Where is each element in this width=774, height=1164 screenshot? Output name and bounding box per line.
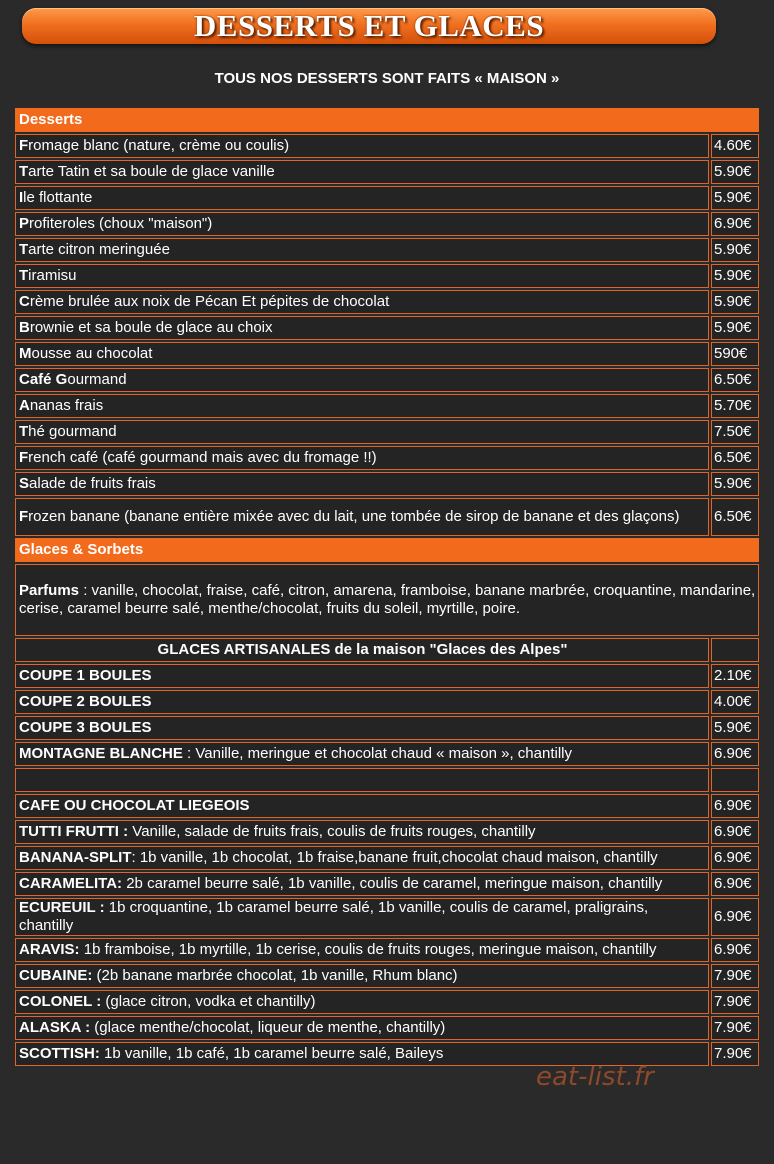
watermark: eat-list.fr	[536, 1062, 654, 1092]
item-initial: T	[19, 423, 29, 440]
item-price: 6.90€	[711, 794, 759, 818]
page-banner	[22, 8, 716, 44]
item-price: 7.90€	[711, 1016, 759, 1040]
page-title: DESSERTS ET GLACES	[193, 8, 545, 43]
item-text: rozen banane (banane entière mixée avec du lait, une tombée de sirop de banane et des glaçons)	[28, 508, 680, 525]
dessert-row	[15, 498, 759, 536]
glace-row	[15, 742, 759, 766]
artisanal-heading: GLACES ARTISANALES de la maison "Glaces des Alpes"	[15, 638, 709, 662]
item-description: (glace menthe/chocolat, liqueur de menthe, chantilly)	[90, 1019, 446, 1036]
item-initial: P	[19, 215, 30, 232]
empty-price-cell	[711, 638, 759, 662]
item-description: 1b framboise, 1b myrtille, 1b cerise, coulis de fruits rouges, meringue maison, chantilly	[79, 941, 657, 958]
glace-row	[15, 898, 759, 936]
item-price: 6.50€	[711, 368, 759, 392]
item-name	[15, 316, 709, 340]
item-description: Vanille, salade de fruits frais, coulis de fruits rouges, chantilly	[128, 823, 536, 840]
spacer-row	[15, 768, 759, 792]
section-title-desserts: Desserts	[15, 108, 759, 132]
item-name	[15, 212, 709, 236]
item-name	[15, 716, 709, 740]
dessert-row	[15, 420, 759, 444]
item-name	[15, 846, 709, 870]
item-name	[15, 238, 709, 262]
item-price: 5.90€	[711, 264, 759, 288]
item-price: 7.90€	[711, 964, 759, 988]
item-name	[15, 290, 709, 314]
item-price: 6.90€	[711, 846, 759, 870]
item-initial: A	[19, 397, 30, 414]
item-price: 5.90€	[711, 716, 759, 740]
section-title-glaces: Glaces & Sorbets	[15, 538, 759, 562]
item-text: ousse au chocolat	[31, 345, 153, 362]
dessert-row	[15, 212, 759, 236]
menu-table	[13, 106, 761, 1068]
glace-row	[15, 664, 759, 688]
item-initial: T	[19, 163, 29, 180]
dessert-row	[15, 290, 759, 314]
glace-row	[15, 872, 759, 896]
dessert-row	[15, 472, 759, 496]
parfums-label: Parfums	[19, 582, 80, 599]
item-name	[15, 264, 709, 288]
dessert-row	[15, 134, 759, 158]
item-title: COUPE 3 BOULES	[19, 719, 152, 736]
item-title: MONTAGNE BLANCHE	[19, 745, 183, 762]
section-header-glaces	[15, 538, 759, 562]
item-description: (2b banane marbrée chocolat, 1b vanille, Rhum blanc)	[92, 967, 458, 984]
dessert-row	[15, 368, 759, 392]
item-name	[15, 690, 709, 714]
item-initial: M	[19, 345, 32, 362]
item-name	[15, 186, 709, 210]
item-price: 6.50€	[711, 446, 759, 470]
item-text: nanas frais	[29, 397, 104, 414]
item-initial: Café G	[19, 371, 68, 388]
item-description: : Vanille, meringue et chocolat chaud « maison », chantilly	[182, 745, 572, 762]
item-initial: I	[19, 189, 24, 206]
item-initial: T	[19, 241, 29, 258]
glace-row	[15, 820, 759, 844]
item-title: COLONEL :	[19, 993, 102, 1010]
item-name	[15, 134, 709, 158]
item-name	[15, 394, 709, 418]
item-text: ourmand	[67, 371, 127, 388]
item-price: 5.70€	[711, 394, 759, 418]
dessert-row	[15, 342, 759, 366]
item-title: ALASKA :	[19, 1019, 91, 1036]
dessert-row	[15, 446, 759, 470]
item-title: ARAVIS:	[19, 941, 80, 958]
glace-row	[15, 846, 759, 870]
item-price: 6.90€	[711, 820, 759, 844]
item-price: 7.90€	[711, 990, 759, 1014]
glace-row	[15, 794, 759, 818]
item-initial: B	[19, 319, 30, 336]
item-name	[15, 664, 709, 688]
item-description: (glace citron, vodka et chantilly)	[101, 993, 316, 1010]
item-text: romage blanc (nature, crème ou coulis)	[28, 137, 290, 154]
glace-row	[15, 990, 759, 1014]
item-name	[15, 420, 709, 444]
item-name	[15, 898, 709, 936]
item-name	[15, 742, 709, 766]
parfums-row	[15, 564, 759, 636]
item-price: 5.90€	[711, 238, 759, 262]
item-initial: S	[19, 475, 30, 492]
dessert-row	[15, 316, 759, 340]
glace-row	[15, 716, 759, 740]
empty-cell	[15, 768, 709, 792]
item-name	[15, 964, 709, 988]
item-price: 5.90€	[711, 160, 759, 184]
item-price: 590€	[711, 342, 759, 366]
section-header-desserts	[15, 108, 759, 132]
item-description: 2b caramel beurre salé, 1b vanille, coulis de caramel, meringue maison, chantilly	[122, 875, 663, 892]
item-initial: F	[19, 137, 29, 154]
item-name	[15, 872, 709, 896]
item-title: COUPE 2 BOULES	[19, 693, 152, 710]
item-price: 6.90€	[711, 898, 759, 936]
item-price: 5.90€	[711, 290, 759, 314]
item-price: 4.00€	[711, 690, 759, 714]
item-name	[15, 342, 709, 366]
item-name	[15, 368, 709, 392]
item-name	[15, 160, 709, 184]
item-price: 4.60€	[711, 134, 759, 158]
item-text: arte Tatin et sa boule de glace vanille	[28, 163, 275, 180]
item-title: CAFE OU CHOCOLAT LIEGEOIS	[19, 797, 250, 814]
dessert-row	[15, 160, 759, 184]
artisanal-header-row	[15, 638, 759, 662]
item-title: ECUREUIL :	[19, 899, 105, 916]
item-name	[15, 498, 709, 536]
page-subtitle: TOUS NOS DESSERTS SONT FAITS « MAISON »	[214, 70, 560, 87]
item-name	[15, 1016, 709, 1040]
item-price: 6.90€	[711, 938, 759, 962]
item-name	[15, 820, 709, 844]
item-initial: F	[19, 449, 29, 466]
dessert-row	[15, 394, 759, 418]
item-description: : 1b vanille, 1b chocolat, 1b fraise,banane fruit,chocolat chaud maison, chantilly	[131, 849, 658, 866]
item-title: CARAMELITA:	[19, 875, 123, 892]
empty-price-cell	[711, 768, 759, 792]
item-title: CUBAINE:	[19, 967, 93, 984]
item-name	[15, 472, 709, 496]
item-text: rench café (café gourmand mais avec du fromage !!)	[28, 449, 377, 466]
item-initial: F	[19, 508, 29, 525]
dessert-row	[15, 264, 759, 288]
item-text: hé gourmand	[28, 423, 117, 440]
item-price: 6.50€	[711, 498, 759, 536]
item-price: 6.90€	[711, 872, 759, 896]
item-name	[15, 990, 709, 1014]
item-price: 7.90€	[711, 1042, 759, 1066]
item-price: 5.90€	[711, 472, 759, 496]
item-initial: T	[19, 267, 29, 284]
glace-row	[15, 690, 759, 714]
item-initial: C	[19, 293, 30, 310]
item-price: 5.90€	[711, 316, 759, 340]
item-title: COUPE 1 BOULES	[19, 667, 152, 684]
item-price: 7.50€	[711, 420, 759, 444]
item-text: le flottante	[23, 189, 93, 206]
item-text: alade de fruits frais	[29, 475, 156, 492]
item-name	[15, 938, 709, 962]
item-title: TUTTI FRUTTI :	[19, 823, 129, 840]
item-price: 5.90€	[711, 186, 759, 210]
item-name	[15, 446, 709, 470]
item-text: arte citron meringuée	[28, 241, 170, 258]
item-description: 1b vanille, 1b café, 1b caramel beurre salé, Baileys	[99, 1045, 444, 1062]
item-price: 6.90€	[711, 212, 759, 236]
parfums-cell	[15, 564, 759, 636]
item-price: 2.10€	[711, 664, 759, 688]
dessert-row	[15, 238, 759, 262]
item-text: rownie et sa boule de glace au choix	[29, 319, 273, 336]
parfums-list: : vanille, chocolat, fraise, café, citron, amarena, framboise, banane marbrée, croquantine, mandarine, cerise, caramel beurre salé, menthe/chocolat, fruits du soleil, myrtille, poire.	[19, 582, 756, 617]
item-text: iramisu	[28, 267, 77, 284]
item-price: 6.90€	[711, 742, 759, 766]
item-title: BANANA-SPLIT	[19, 849, 132, 866]
glace-row	[15, 1016, 759, 1040]
glace-row	[15, 964, 759, 988]
item-text: rofiteroles (choux "maison")	[29, 215, 213, 232]
item-title: SCOTTISH:	[19, 1045, 100, 1062]
item-name	[15, 794, 709, 818]
item-text: rème brulée aux noix de Pécan Et pépites de chocolat	[29, 293, 390, 310]
glace-row	[15, 938, 759, 962]
dessert-row	[15, 186, 759, 210]
item-description: 1b croquantine, 1b caramel beurre salé, 1b vanille, coulis de caramel, praligrains, chantilly	[19, 899, 649, 934]
